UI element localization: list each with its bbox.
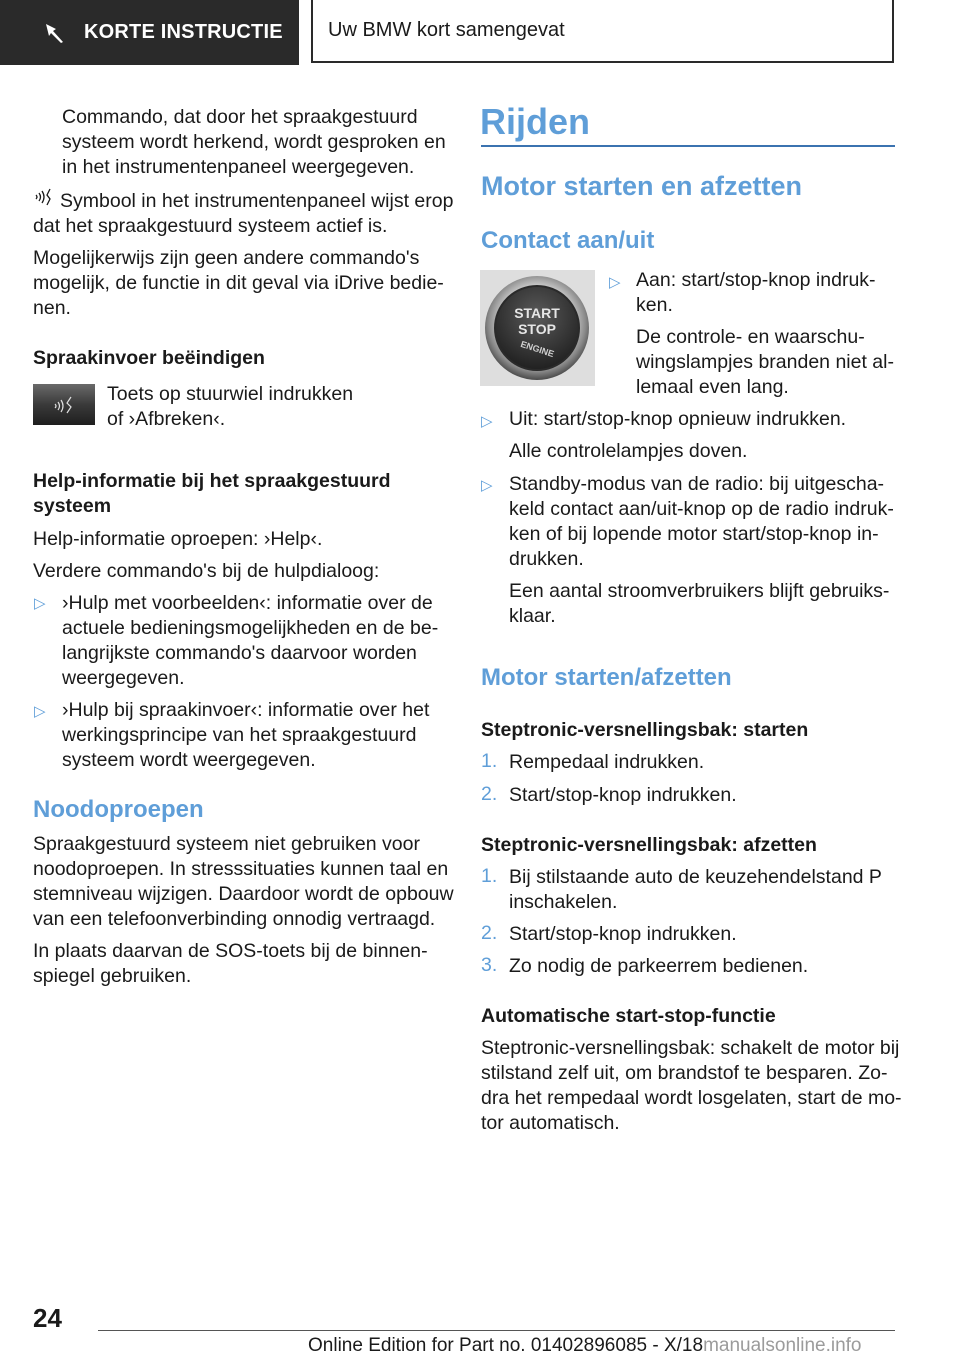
auto-line-2: stilstand zelf uit, om brandstof te besparen. Zo- bbox=[481, 1062, 888, 1084]
help-bullet-2-line-2: werkingsprincipe van het spraakgestuurd bbox=[62, 724, 417, 746]
contact-on-sub-2: wingslampjes branden niet al- bbox=[636, 351, 894, 373]
heading-rule bbox=[481, 145, 895, 147]
footer-watermark: manualsonline.info bbox=[703, 1335, 862, 1356]
auto-line-3: dra het rempedaal wordt losgelaten, start de mo- bbox=[481, 1087, 902, 1109]
chapter-tab bbox=[311, 0, 894, 63]
voice-symbol-icon bbox=[34, 187, 54, 207]
contact-off-sub: Alle controlelampjes doven. bbox=[509, 440, 748, 462]
start-step-1: Rempedaal indrukken. bbox=[509, 751, 705, 773]
bullet-marker: ▷ bbox=[34, 595, 46, 612]
auto-line-4: tor automatisch. bbox=[481, 1112, 620, 1134]
auto-line-1: Steptronic-versnellingsbak: schakelt de motor bij bbox=[481, 1037, 900, 1059]
contact-on-line-2: ken. bbox=[636, 294, 673, 316]
contact-off-text: Uit: start/stop-knop opnieuw indrukken. bbox=[509, 408, 847, 430]
stop-step-3: Zo nodig de parkeerrem bedienen. bbox=[509, 955, 809, 977]
footer-rule bbox=[98, 1330, 895, 1331]
help-bullet-2-line-3: systeem wordt weergegeven. bbox=[62, 749, 316, 771]
intro-line-3: in het instrumentenpaneel weergegeven. bbox=[62, 156, 415, 178]
bullet-marker: ▷ bbox=[481, 477, 493, 494]
auto-start-stop-heading: Automatische start-stop-functie bbox=[481, 1005, 776, 1027]
page-header bbox=[0, 0, 960, 66]
section-tab-label: KORTE INSTRUCTIE bbox=[84, 21, 283, 43]
section-heading: Motor starten en afzetten bbox=[481, 171, 803, 201]
chapter-heading: Rijden bbox=[480, 101, 591, 142]
standby-sub-1: Een aantal stroomverbruikers blijft gebruiks- bbox=[509, 580, 890, 602]
standby-line-1: Standby-modus van de radio: bij uitgescha- bbox=[509, 473, 885, 495]
start-step-2: Start/stop-knop indrukken. bbox=[509, 784, 737, 806]
sos-line-1: In plaats daarvan de SOS-toets bij de binnen- bbox=[33, 940, 428, 962]
end-voice-heading: Spraakinvoer beëindigen bbox=[33, 347, 265, 369]
contact-on-sub-1: De controle- en waarschu- bbox=[636, 326, 865, 348]
section-tab bbox=[0, 0, 299, 65]
maybe-line-2: mogelijk, de functie in dit geval via iDrive bedie- bbox=[33, 272, 444, 294]
maybe-line-3: nen. bbox=[33, 297, 71, 319]
stop-step-1-line-1: Bij stilstaande auto de keuzehendelstand P bbox=[509, 866, 882, 888]
emergency-line-2: noodoproepen. In stresssituaties kunnen taal en bbox=[33, 858, 449, 880]
end-voice-text-1: Toets op stuurwiel indrukken bbox=[107, 383, 354, 405]
step-number: 3. bbox=[481, 954, 498, 976]
contact-on-line-1: Aan: start/stop-knop indruk- bbox=[636, 269, 876, 291]
help-more-text: Verdere commando's bij de hulpdialoog: bbox=[33, 560, 380, 582]
chapter-tab-label: Uw BMW kort samengevat bbox=[328, 19, 565, 41]
page-number: 24 bbox=[33, 1303, 62, 1333]
sos-line-2: spiegel gebruiken. bbox=[33, 965, 192, 987]
help-heading-line-2: systeem bbox=[33, 495, 112, 517]
intro-line-2: systeem wordt herkend, wordt gesproken en bbox=[62, 131, 446, 153]
bullet-marker: ▷ bbox=[34, 703, 46, 720]
steering-wheel-voice-button-image bbox=[33, 384, 95, 425]
step-number: 1. bbox=[481, 750, 498, 772]
stop-step-2: Start/stop-knop indrukken. bbox=[509, 923, 737, 945]
stop-steps-heading: Steptronic-versnellingsbak: afzetten bbox=[481, 834, 817, 856]
contact-heading: Contact aan/uit bbox=[481, 227, 655, 254]
help-bullet-1-line-1: ›Hulp met voorbeelden‹: informatie over de bbox=[62, 592, 433, 614]
symbol-line-1: Symbool in het instrumentenpaneel wijst erop bbox=[60, 190, 454, 212]
start-steps-heading: Steptronic-versnellingsbak: starten bbox=[481, 719, 809, 741]
emergency-line-1: Spraakgestuurd systeem niet gebruiken voor bbox=[33, 833, 420, 855]
footer-edition bbox=[308, 1335, 862, 1357]
bullet-marker: ▷ bbox=[481, 413, 493, 430]
standby-line-4: drukken. bbox=[509, 548, 584, 570]
standby-sub-2: klaar. bbox=[509, 605, 556, 627]
help-call-text: Help-informatie oproepen: ›Help‹. bbox=[33, 528, 323, 550]
start-stop-button-image bbox=[480, 270, 595, 386]
help-bullet-1-line-4: weergegeven. bbox=[62, 667, 185, 689]
step-number: 1. bbox=[481, 865, 498, 887]
motor-heading: Motor starten/afzetten bbox=[481, 664, 732, 691]
contact-on-sub-3: lemaal even lang. bbox=[636, 376, 789, 398]
standby-line-3: ken of bij lopende motor start/stop-knop in- bbox=[509, 523, 879, 545]
help-heading-line-1: Help-informatie bij het spraakgestuurd bbox=[33, 470, 391, 492]
symbol-line-2: dat het spraakgestuurd systeem actief is. bbox=[33, 215, 388, 237]
bullet-marker: ▷ bbox=[609, 274, 621, 291]
help-bullet-2-line-1: ›Hulp bij spraakinvoer‹: informatie over het bbox=[62, 699, 430, 721]
intro-line-1: Commando, dat door het spraakgestuurd bbox=[62, 106, 418, 128]
engine-label: ENGINE bbox=[519, 338, 556, 360]
maybe-line-1: Mogelijkerwijs zijn geen andere commando's bbox=[33, 247, 420, 269]
footer-edition-text: Online Edition for Part no. 01402896085 - X/18 bbox=[308, 1335, 704, 1356]
start-label: START bbox=[514, 305, 560, 321]
stop-step-1-line-2: inschakelen. bbox=[509, 891, 618, 913]
standby-line-2: keld contact aan/uit-knop op de radio indruk- bbox=[509, 498, 894, 520]
wrench-bolt-icon bbox=[42, 20, 68, 46]
end-voice-text-2: of ›Afbreken‹. bbox=[107, 408, 226, 430]
emergency-heading: Noodoproepen bbox=[33, 796, 204, 823]
step-number: 2. bbox=[481, 922, 498, 944]
step-number: 2. bbox=[481, 783, 498, 805]
help-bullet-1-line-3: langrijkste commando's daarvoor worden bbox=[62, 642, 417, 664]
emergency-line-4: van een telefoonverbinding onnodig vertraagd. bbox=[33, 908, 436, 930]
stop-label: STOP bbox=[518, 321, 556, 337]
emergency-line-3: stemniveau wijzigen. Daardoor wordt de opbouw bbox=[33, 883, 454, 905]
help-bullet-1-line-2: actuele bedieningsmogelijkheden en de be- bbox=[62, 617, 439, 639]
